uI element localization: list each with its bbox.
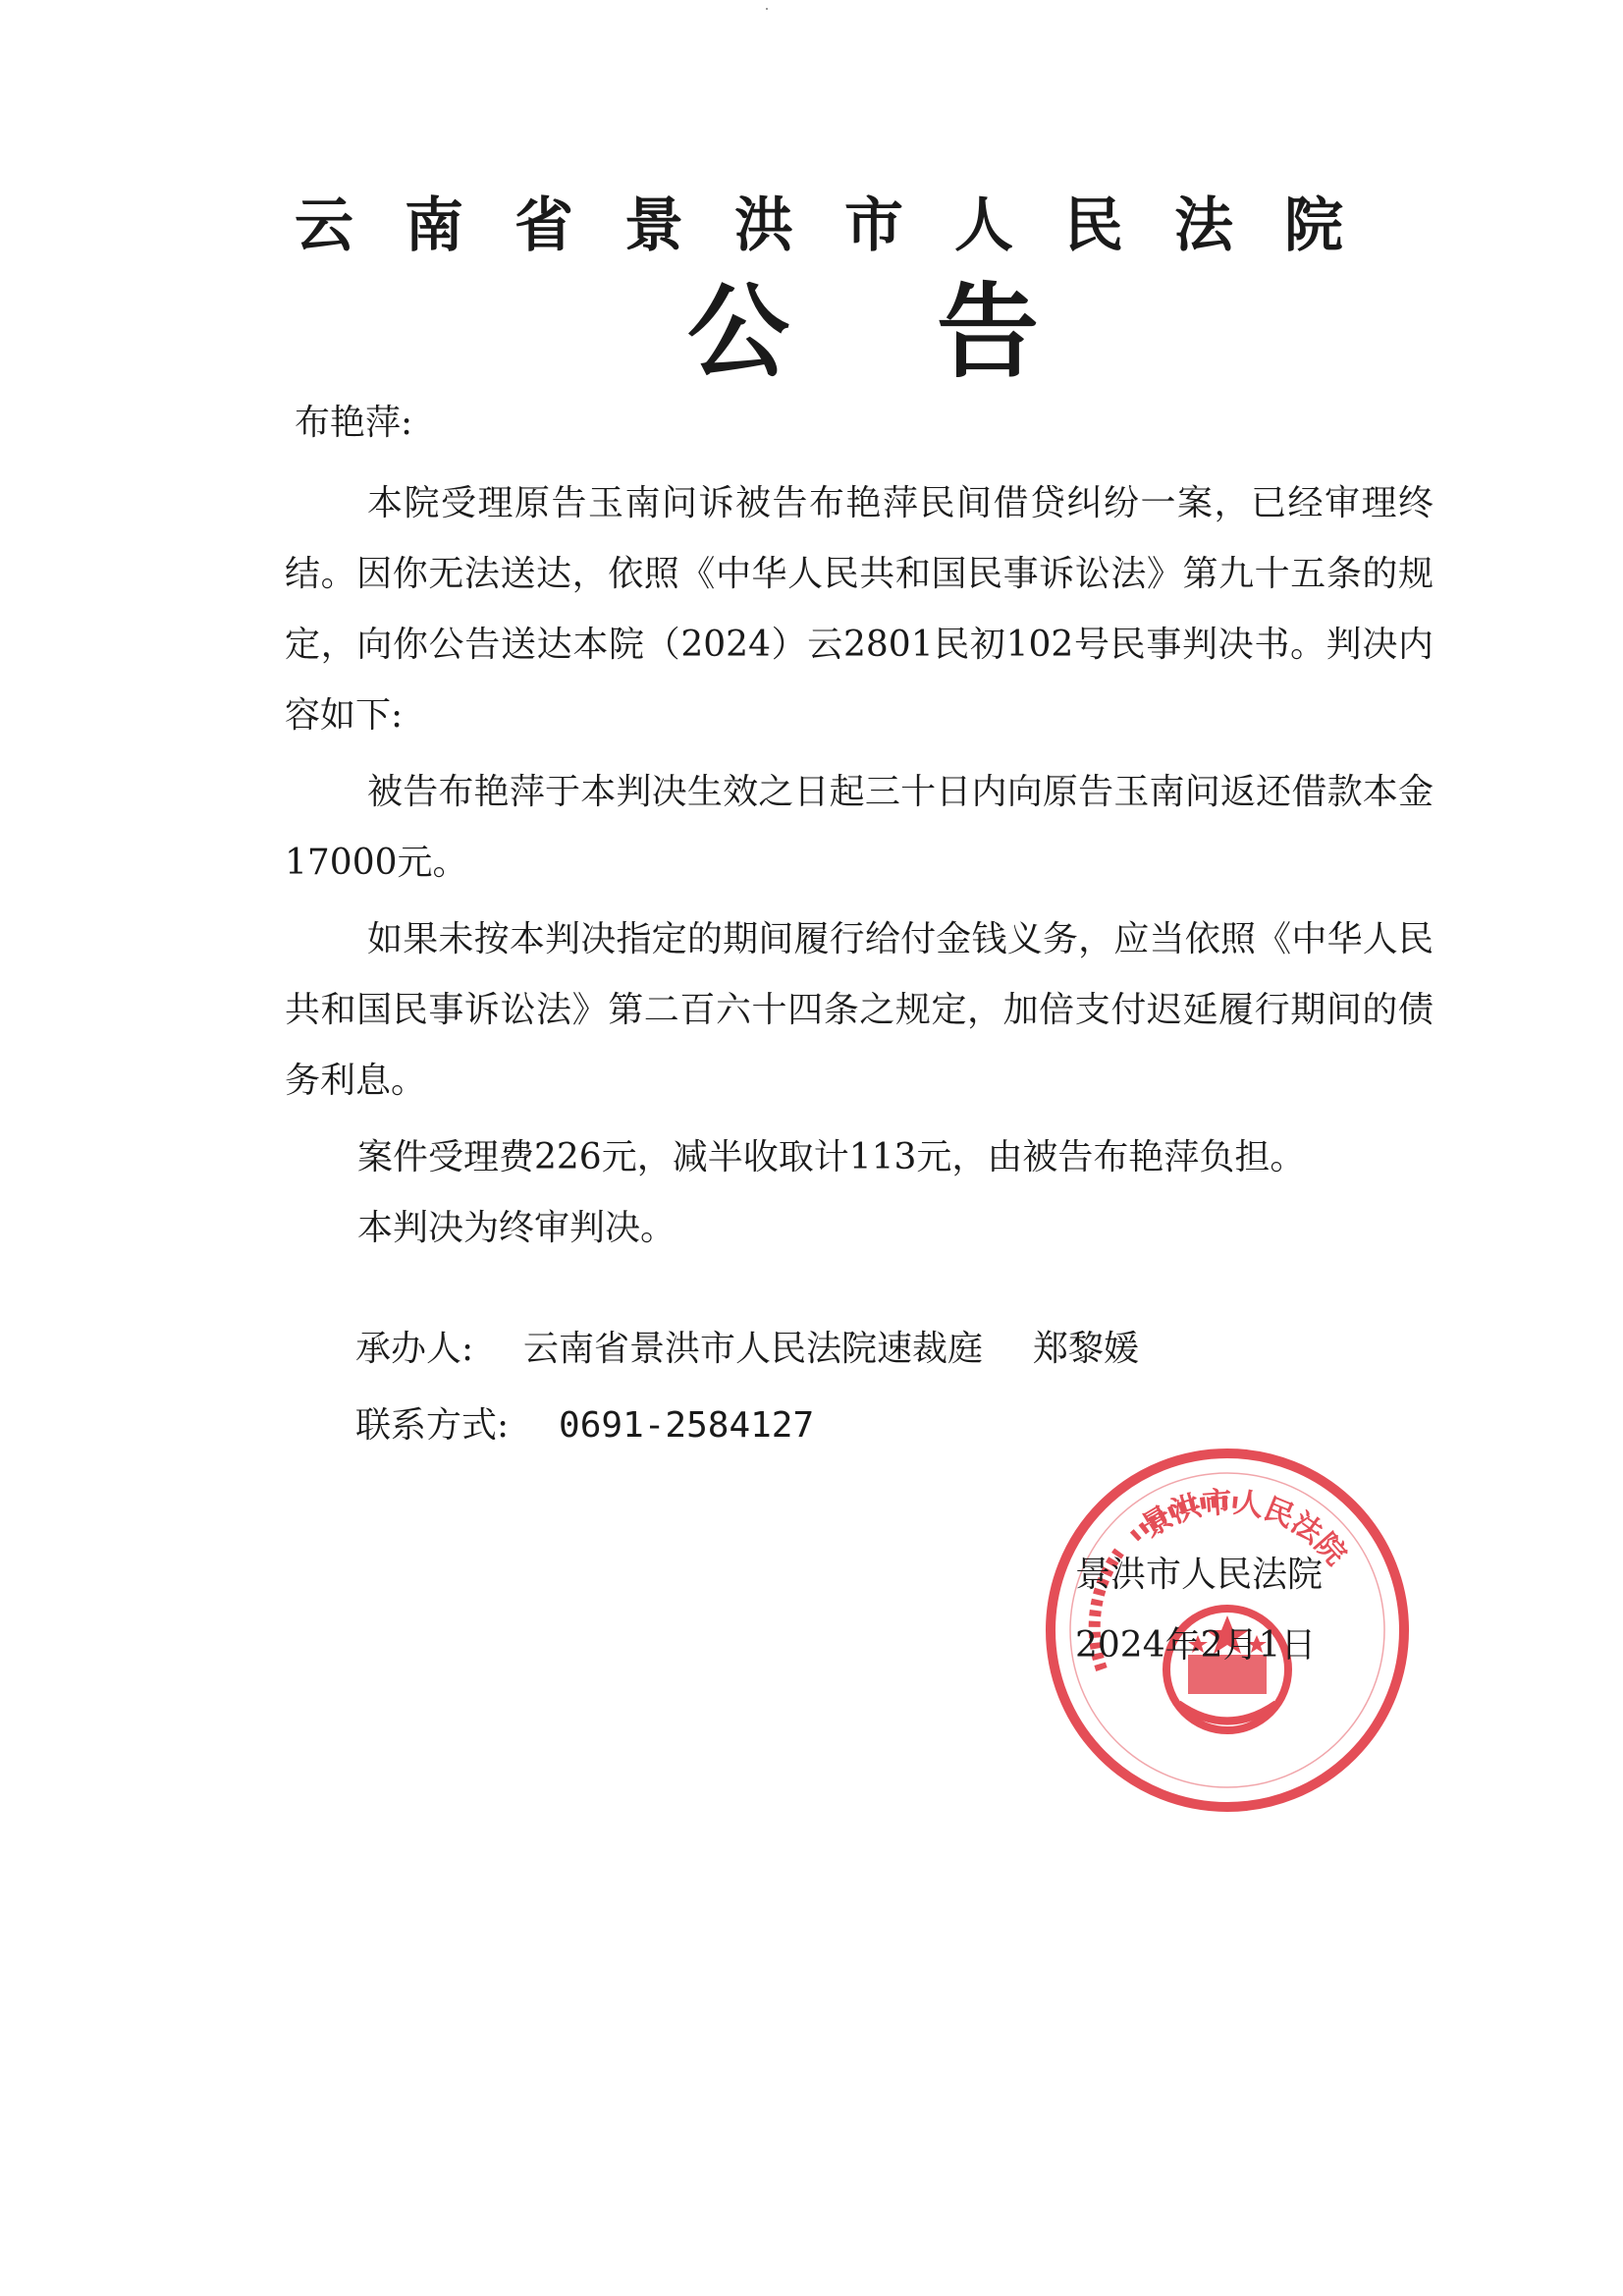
- paragraph-judgment: 被告布艳萍于本判决生效之日起三十日内向原告玉南问返还借款本金17000元。: [285, 772, 1434, 883]
- paragraph-final: 本判决为终审判决。: [357, 1208, 676, 1248]
- signing-date: 2024年2月1日: [1075, 1625, 1317, 1666]
- handler-label: 承办人:: [355, 1329, 474, 1369]
- handler-unit: 云南省景洪市人民法院速裁庭: [523, 1329, 984, 1369]
- scan-speck: [766, 8, 768, 10]
- phone-row: [355, 1388, 1139, 1464]
- signing-court: 景洪市人民法院: [1075, 1555, 1324, 1595]
- contact-block: [355, 1311, 1139, 1464]
- phone-number: 0691-2584127: [559, 1405, 815, 1446]
- addressee: 布艳萍:: [295, 403, 413, 443]
- signature-block: [1075, 1540, 1323, 1681]
- paragraph-late-payment: 如果未按本判决指定的期间履行给付金钱义务，应当依照《中华人民共和国民事诉讼法》第二百六十四条之规定，加倍支付迟延履行期间的债务利息。: [285, 919, 1434, 1101]
- notice-body: [285, 388, 1434, 1264]
- seal-text: 景洪市人民法院: [1136, 1485, 1353, 1572]
- handler-name: 郑黎媛: [1032, 1329, 1139, 1369]
- paragraph-case-intro: 本院受理原告玉南问诉被告布艳萍民间借贷纠纷一案，已经审理终结。因你无法送达，依照《中华人民共和国民事诉讼法》第九十五条的规定，向你公告送达本院（2024）云2801民初102号民事判决书。判决内容如下:: [285, 483, 1434, 736]
- paragraph-fee: 案件受理费226元，减半收取计113元，由被告布艳萍负担。: [357, 1137, 1306, 1177]
- court-name: 云南省景洪市人民法院: [295, 191, 1394, 260]
- document-type-title: 公告: [687, 272, 1187, 392]
- phone-label: 联系方式:: [355, 1405, 510, 1446]
- handler-row: [355, 1311, 1139, 1388]
